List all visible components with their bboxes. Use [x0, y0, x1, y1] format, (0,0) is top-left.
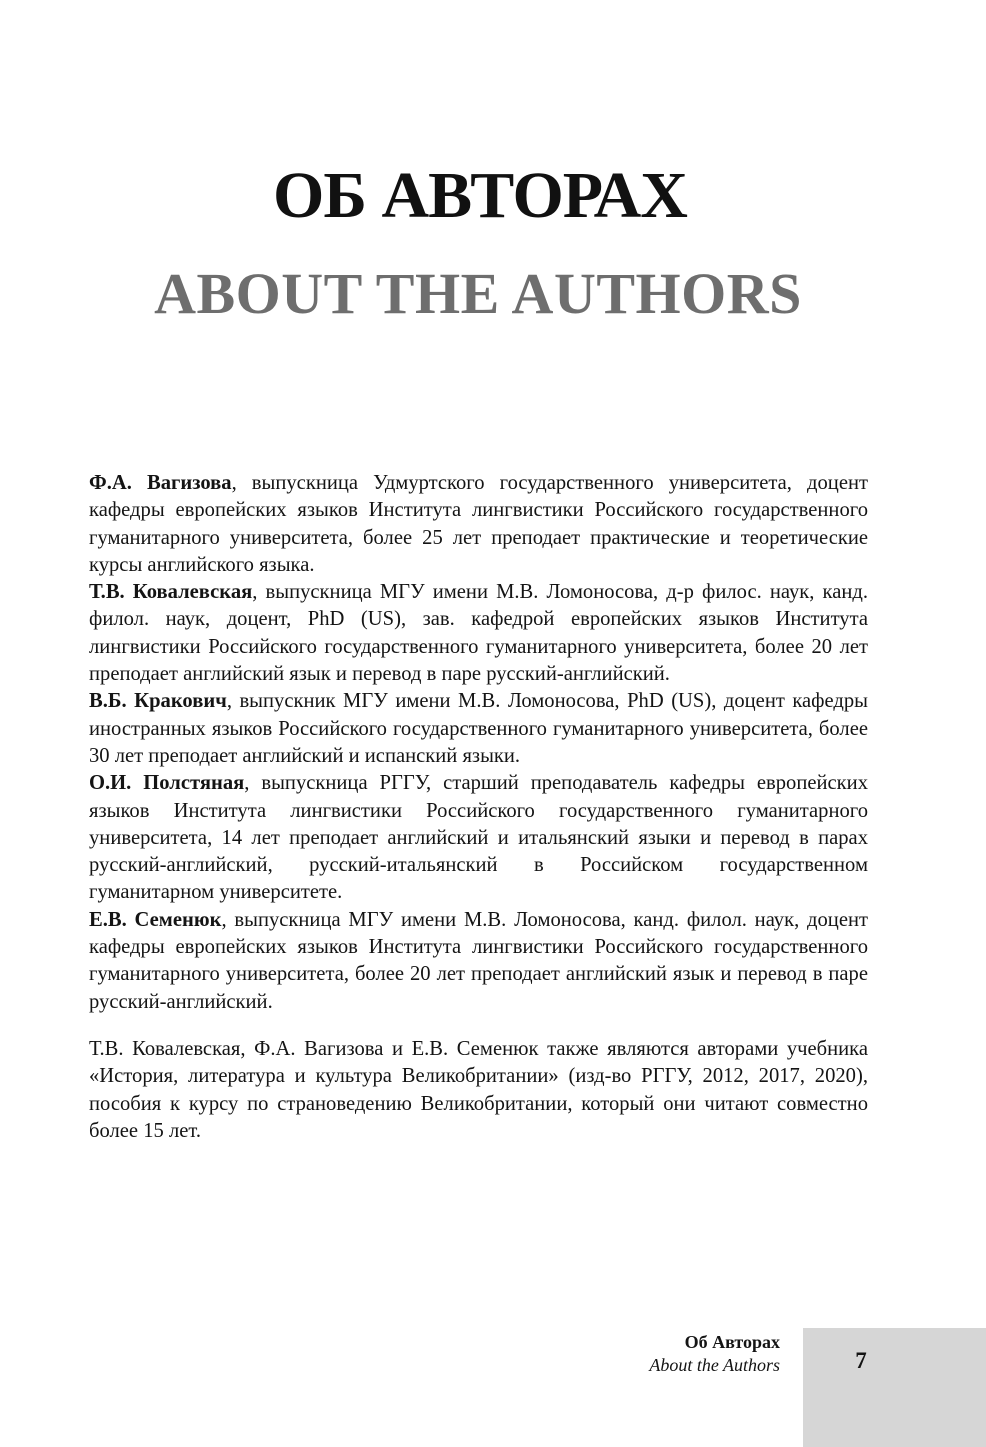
author-name: Ф.А. Вагизова	[89, 472, 232, 494]
author-bio-krakovich	[89, 688, 868, 770]
author-description: , выпускница МГУ имени М.В. Ломоносова, д-р филос. наук, канд. филол. наук, доцент, PhD (US), зав. кафедрой европейских языков Института лингвистики Российского государственного гуманитарного университета, более 20 лет преподает английский язык и перевод в паре русский-английский.	[89, 581, 868, 686]
author-bio-semenyuk	[89, 907, 868, 1016]
page-subtitle: ABOUT THE AUTHORS	[154, 261, 802, 327]
author-bio-polstyanaya	[89, 770, 868, 906]
page-title: ОБ АВТОРАХ	[273, 159, 687, 233]
author-description: , выпускник МГУ имени М.В. Ломоносова, PhD (US), доцент кафедры иностранных языков Российского государственного гуманитарного университета, более 30 лет преподает английский и испанский языки.	[89, 690, 868, 767]
author-bio-kovalevskaya	[89, 579, 868, 688]
author-description: , выпускница РГГУ, старший преподаватель кафедры европейских языков Института лингвистики Российского государственного гуманитарного университета, 14 лет преподает английский и итальянский языки и перевод в парах русский-английский, русский-итальянский в Российском государственном гуманитарном университете.	[89, 772, 869, 904]
footer-section-en: About the Authors	[649, 1355, 780, 1375]
author-name: В.Б. Кракович	[89, 690, 227, 713]
author-description: , выпускница Удмуртского государственного университета, доцент кафедры европейских языков Института лингвистики Российского государственного гуманитарного университета, более 25 лет преподает практические и теоретические курсы английского языка.	[89, 472, 868, 576]
author-name: Т.В. Ковалевская	[89, 581, 253, 604]
author-description: , выпускница МГУ имени М.В. Ломоносова, канд. филол. наук, доцент кафедры европейских языков Института лингвистики Российского государственного гуманитарного университета, более 20 лет преподает английский язык и перевод в паре русский-английский.	[89, 908, 868, 1013]
authors-section	[89, 470, 868, 1145]
page-number: 7	[855, 1348, 867, 1373]
page-number-box	[803, 1328, 986, 1447]
author-name: Е.В. Семенюк	[89, 908, 222, 931]
closing-paragraph: Т.В. Ковалевская, Ф.А. Вагизова и Е.В. Семенюк также являются авторами учебника «История, литература и культура Великобритании» (изд-во РГГУ, 2012, 2017, 2020), пособия к курсу по страноведению Великобритании, который они читают совместно более 15 лет.	[89, 1037, 868, 1142]
running-footer	[649, 1331, 780, 1377]
author-bio-vagizova	[89, 470, 868, 579]
footer-section-ru: Об Авторах	[684, 1332, 780, 1352]
author-name: О.И. Полстяная	[89, 772, 245, 795]
